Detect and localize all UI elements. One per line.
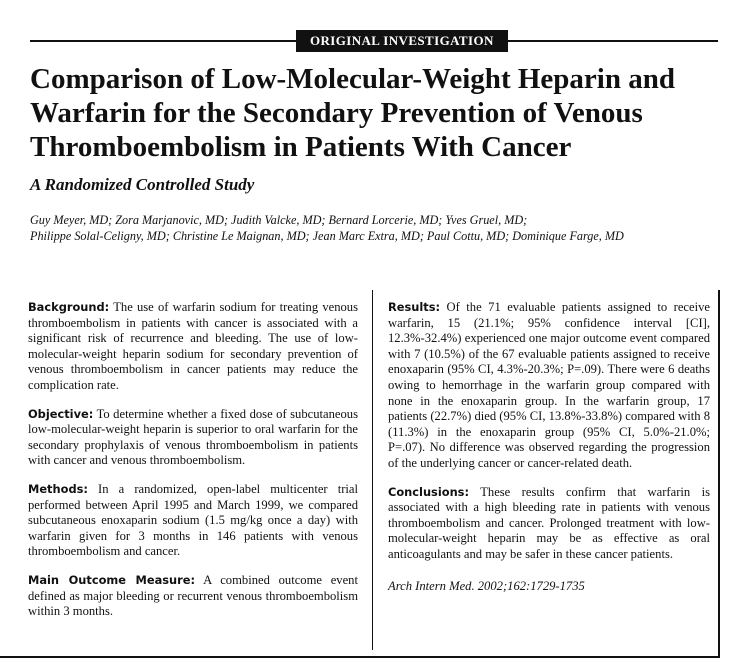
- results-text: Of the 71 evaluable patients assigned to receive warfarin, 15 (21.1%; 95% confidence interval [CI], 12.3%-32.4%) experienced one major outcome event compared with 7 (10.5%) of the 67 evaluable patients assigned to receive enoxaparin (95% CI, 4.3%-20.3%; P=.09). There were 6 deaths owing to hemorrhage in the warfarin group compared with none in the enoxaparin group. In the warfarin group, 17 patients (22.7%) died (95% CI, 13.8%-33.8%) compared with 8 (11.3%) in the enoxaparin group (95% CI, 5.0%-21.0%; P=.07). No difference was observed regarding the progression of the underlying cancer or cancer-related death.: [388, 300, 710, 470]
- article-subtitle: A Randomized Controlled Study: [30, 175, 255, 194]
- conclusions-heading: Conclusions:: [388, 484, 470, 499]
- conclusions-paragraph: [388, 485, 710, 563]
- author-line-2: Philippe Solal-Celigny, MD; Christine Le Maignan, MD; Jean Marc Extra, MD; Paul Cottu, MD; Dominique Farge, MD: [30, 229, 624, 243]
- outcome-heading: Main Outcome Measure:: [28, 572, 196, 587]
- results-paragraph: [388, 300, 710, 472]
- section-label: ORIGINAL INVESTIGATION: [296, 30, 508, 52]
- methods-paragraph: [28, 482, 358, 560]
- author-list: [30, 212, 730, 244]
- journal-citation: Arch Intern Med. 2002;162:1729-1735: [388, 578, 585, 593]
- objective-text: To determine whether a fixed dose of subcutaneous low-molecular-weight heparin is superior to oral warfarin for the secondary prophylaxis of venous thromboembolism in patients with cancer and venous thromboembolism.: [28, 406, 359, 468]
- objective-paragraph: [28, 407, 358, 469]
- section-bar: [30, 30, 718, 52]
- article-title: Comparison of Low-Molecular-Weight Heparin and Warfarin for the Secondary Prevention of Venous Thromboembolism in Patients With Cancer: [30, 63, 675, 163]
- background-heading: Background:: [28, 300, 110, 314]
- outcome-text: A combined outcome event defined as major bleeding or recurrent venous thromboembolism within 3 months.: [28, 572, 358, 619]
- author-line-1: Guy Meyer, MD; Zora Marjanovic, MD; Judith Valcke, MD; Bernard Lorcerie, MD; Yves Gruel, MD;: [30, 213, 528, 227]
- results-heading: Results:: [388, 300, 441, 314]
- outcome-paragraph: [28, 573, 358, 620]
- abstract-right-column: [388, 300, 710, 607]
- methods-heading: Methods:: [28, 481, 88, 496]
- background-paragraph: [28, 300, 358, 394]
- objective-heading: Objective:: [28, 406, 94, 421]
- background-text: The use of warfarin sodium for treating venous thromboembolism in patients with cancer is associated with a significant risk of recurrence and bleeding. The use of low-molecular-weight heparin sodium for secondary prevention of venous thromboembolism in cancer patients may reduce the complication rate.: [28, 300, 358, 392]
- column-divider: [372, 290, 373, 650]
- methods-text: In a randomized, open-label multicenter trial performed between April 1995 and March 1999, we compared subcutaneous enoxaparin sodium (1.5 mg/kg once a day) with warfarin given for 3 months in 146 patients with venous thromboembolism and cancer.: [28, 481, 358, 559]
- conclusions-text: These results confirm that warfarin is associated with a high bleeding rate in patients with venous thromboembolism and cancer. Prolonged treatment with low-molecular-weight heparin may be as effective as oral anticoagulants and may be safer in these cancer patients.: [388, 484, 710, 561]
- abstract-left-column: [28, 300, 358, 633]
